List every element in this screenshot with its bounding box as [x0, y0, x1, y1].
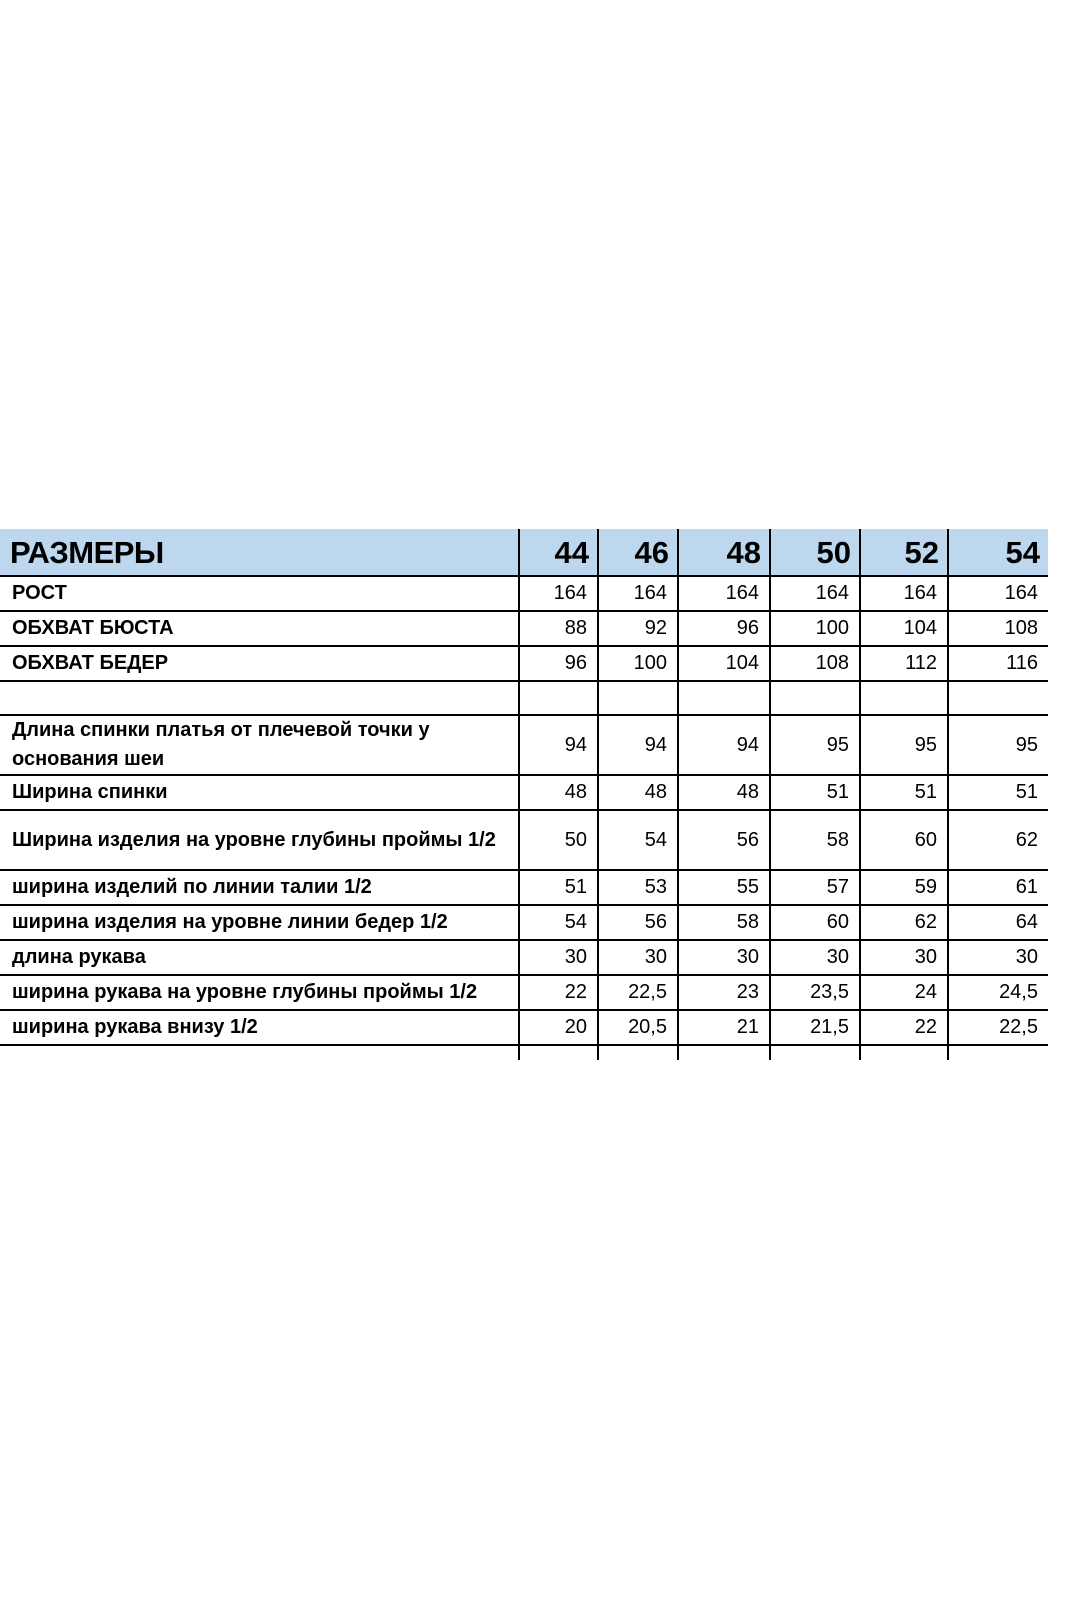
row-value: 54: [519, 905, 598, 940]
table-row-empty: [0, 681, 1048, 715]
row-value: 22,5: [598, 975, 678, 1010]
row-value: 24: [860, 975, 948, 1010]
row-value: 21: [678, 1010, 770, 1045]
row-value: 30: [860, 940, 948, 975]
row-value: [860, 681, 948, 715]
header-size: 52: [860, 529, 948, 576]
row-value: 60: [770, 905, 860, 940]
header-size: 48: [678, 529, 770, 576]
row-value: 104: [860, 611, 948, 646]
row-value: 88: [519, 611, 598, 646]
header-size: 44: [519, 529, 598, 576]
row-value: 92: [598, 611, 678, 646]
row-label: ОБХВАТ БЮСТА: [0, 611, 519, 646]
row-value: 108: [770, 646, 860, 681]
row-value: 164: [678, 576, 770, 611]
row-value: 64: [948, 905, 1048, 940]
row-label: ОБХВАТ БЕДЕР: [0, 646, 519, 681]
table-row: [0, 611, 1048, 646]
table-row: [0, 940, 1048, 975]
row-value: 94: [519, 715, 598, 775]
row-value: 48: [519, 775, 598, 810]
row-value: 30: [519, 940, 598, 975]
row-value: [770, 681, 860, 715]
row-value: 164: [598, 576, 678, 611]
row-value: 30: [948, 940, 1048, 975]
table-row: [0, 810, 1048, 870]
row-value: 96: [519, 646, 598, 681]
row-value: 22: [860, 1010, 948, 1045]
row-value: 164: [860, 576, 948, 611]
row-value: 50: [519, 810, 598, 870]
header-size: 54: [948, 529, 1048, 576]
table-header-row: [0, 529, 1048, 576]
row-value: 55: [678, 870, 770, 905]
row-value: 95: [948, 715, 1048, 775]
row-value: 104: [678, 646, 770, 681]
size-chart-table: [0, 529, 1048, 1060]
row-value: [948, 681, 1048, 715]
row-value: 108: [948, 611, 1048, 646]
row-value: 24,5: [948, 975, 1048, 1010]
row-value: 62: [948, 810, 1048, 870]
row-value: 56: [598, 905, 678, 940]
row-value: 54: [598, 810, 678, 870]
row-value: 30: [598, 940, 678, 975]
row-value: 51: [519, 870, 598, 905]
row-value: 61: [948, 870, 1048, 905]
row-label: ширина рукава внизу 1/2: [0, 1010, 519, 1045]
row-value: 22,5: [948, 1010, 1048, 1045]
row-label: [0, 681, 519, 715]
row-value: [519, 681, 598, 715]
row-value: 58: [678, 905, 770, 940]
table-row: [0, 715, 1048, 775]
row-value: 95: [770, 715, 860, 775]
row-label: длина рукава: [0, 940, 519, 975]
row-value: 48: [678, 775, 770, 810]
row-label: Длина спинки платья от плечевой точки у основания шеи: [0, 715, 519, 775]
row-value: 21,5: [770, 1010, 860, 1045]
row-value: 94: [678, 715, 770, 775]
row-value: 48: [598, 775, 678, 810]
header-label: РАЗМЕРЫ: [0, 529, 519, 576]
header-size: 50: [770, 529, 860, 576]
table-row: [0, 870, 1048, 905]
table-row: [0, 905, 1048, 940]
row-value: 30: [770, 940, 860, 975]
row-value: 51: [770, 775, 860, 810]
row-value: 59: [860, 870, 948, 905]
row-value: [598, 681, 678, 715]
row-value: 100: [770, 611, 860, 646]
table-row: [0, 775, 1048, 810]
row-value: 60: [860, 810, 948, 870]
row-value: 30: [678, 940, 770, 975]
row-value: 94: [598, 715, 678, 775]
row-label: ширина изделий по линии талии 1/2: [0, 870, 519, 905]
row-value: 56: [678, 810, 770, 870]
table-row: [0, 975, 1048, 1010]
row-value: 164: [519, 576, 598, 611]
row-value: 22: [519, 975, 598, 1010]
row-value: 62: [860, 905, 948, 940]
row-value: 116: [948, 646, 1048, 681]
table-row: [0, 576, 1048, 611]
row-value: 100: [598, 646, 678, 681]
row-value: [678, 681, 770, 715]
row-value: 53: [598, 870, 678, 905]
row-value: 112: [860, 646, 948, 681]
table-row-cut-off: [0, 1045, 1048, 1060]
row-value: 164: [770, 576, 860, 611]
row-value: 164: [948, 576, 1048, 611]
row-value: 96: [678, 611, 770, 646]
row-value: 20: [519, 1010, 598, 1045]
table-row: [0, 646, 1048, 681]
row-value: 95: [860, 715, 948, 775]
row-label: РОСТ: [0, 576, 519, 611]
row-value: 51: [860, 775, 948, 810]
header-size: 46: [598, 529, 678, 576]
row-value: 58: [770, 810, 860, 870]
row-value: 57: [770, 870, 860, 905]
row-label: Ширина спинки: [0, 775, 519, 810]
row-value: 51: [948, 775, 1048, 810]
row-value: 20,5: [598, 1010, 678, 1045]
table-row: [0, 1010, 1048, 1045]
row-label: Ширина изделия на уровне глубины проймы 1/2: [0, 810, 519, 870]
row-label: ширина рукава на уровне глубины проймы 1/2: [0, 975, 519, 1010]
row-value: 23: [678, 975, 770, 1010]
row-label: ширина изделия на уровне линии бедер 1/2: [0, 905, 519, 940]
row-value: 23,5: [770, 975, 860, 1010]
